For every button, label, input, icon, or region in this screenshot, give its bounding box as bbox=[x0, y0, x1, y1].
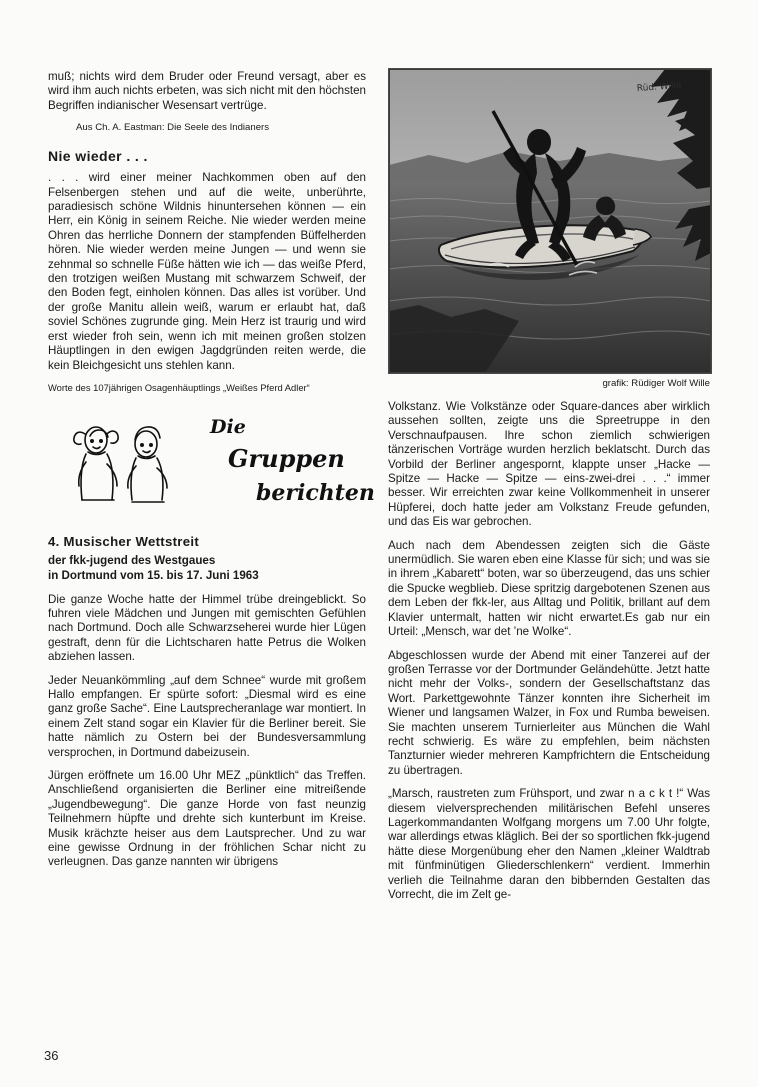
nie-wieder-credit: Worte des 107jährigen Osagenhäuptlings „Weißes Pferd Adler“ bbox=[48, 381, 310, 393]
article-paragraph: Auch nach dem Abendessen zeigten sich die Gäste unermüdlich. Sie waren eben eine Klasse für sich; und was sie in ihrem „Kabarett“ boten, war so überzeugend, das uns schier die Spucke wegblieb. Diese spritzig dargebotenen Szenen aus dem Leben der fkk-ler, aus Alltag und Politik, brillant auf dem Klavier untermalt, hatten wir nicht erwartet.Es gab nur ein Urteil: „Mensch, war det ’ne Wolke“. bbox=[388, 538, 710, 639]
right-column bbox=[388, 400, 710, 911]
nie-wieder-body: . . . wird einer meiner Nachkommen oben auf den Felsenbergen stehen und auf die weite, unberührte, paradiesisch schöne Wildnis hinuntersehen können — ein Herr, ein König in seinem Reiche. Nie wieder werden meine Ohren das herrliche Donnern der stampfenden Büffelherden hören. Nie wieder werden meine Jungen — und wenn sie zehnmal so schnelle Füße hätten wie ich — das weiße Pferd, den trotzigen weißen Mustang mit schwarzem Schweif, der den Boden fegt, einholen können. Das alles ist vorüber. Und der große Manitu allein weiß, warum er erlaubt hat, daß soviel Schönes zugrunde ging. Mein Herz ist traurig und wird erst wieder froh sein, wenn ich mit meinen großen stolzen Häuptlingen in den ewigen Jagdgründen reiten werde, die kein Bleichgesicht uns stehlen kann. bbox=[48, 171, 366, 372]
subheading-line-2: in Dortmund vom 15. bis 17. Juni 1963 bbox=[48, 568, 259, 582]
svg-text:Rüd. Wille: Rüd. Wille bbox=[636, 80, 682, 94]
two-girls-illustration bbox=[62, 414, 182, 518]
subheading-line-1: der fkk-jugend des Westgaues bbox=[48, 553, 216, 567]
page-number: 36 bbox=[44, 1048, 59, 1063]
gruppen-word-gruppen: Gruppen bbox=[228, 443, 345, 473]
heading-musischer-wettstreit: 4. Musischer Wettstreit bbox=[48, 533, 200, 549]
article-paragraph: Volkstanz. Wie Volkstänze oder Square-dances aber wirklich aussehen sollten, zeigte uns die Spreetruppe in den Verschnaufpausen. Ihre schon ziemlich schwierigen tänzerischen Vorträge wurden herzlich beklatscht. Durch das Vorbild der Berliner angespornt, klappte unser „Hacke — Spitze — Hacke — Spitze — eins-zwei-drei . . .“ immer besser. Wir erreichten zwar keine Vollkommenheit in unserer Hüpferei, doch hatte jeder am Volkstanz Freude gefunden, und das Eis war gebrochen. bbox=[388, 400, 710, 529]
article-paragraph: Abgeschlossen wurde der Abend mit einer Tanzerei auf der großen Terrasse vor der Dortmunder Geländehütte. Jetzt hatte nicht mehr der Volks-, sondern der Gesellschaftstanz das Wort. Parkettgewohnte Tänzer konnten ihre Sicherheit im Wiener und langsamen Walzer, in Fox und Rumba beweisen. Sie machten unserem Turnierleiter aus München die Wahl recht schwierig. Es wäre zu empfehlen, beim nächsten Tanzturnier wieder mehreren Kampfrichtern die Entscheidung zu übertragen. bbox=[388, 648, 710, 777]
article-paragraph: Die ganze Woche hatte der Himmel trübe dreingeblickt. So fuhren viele Mädchen und Jungen mit gemischten Gefühlen nach Dortmund. Doch alle Schwarzseherei wurde hier Lügen gestraft, denn für die Lichtscharen hatte Petrus die Wolken abziehen lassen. bbox=[48, 592, 366, 664]
intro-paragraph: muß; nichts wird dem Bruder oder Freund versagt, aber es wird ihm auch nichts erbeten, was sich nicht mit den höchsten Begriffen indianischer Wesensart vertrüge. bbox=[48, 70, 366, 112]
gruppen-word-berichten: berichten bbox=[256, 479, 375, 506]
left-column bbox=[48, 70, 375, 879]
gruppen-word-die: Die bbox=[210, 415, 246, 438]
heading-nie-wieder: Nie wieder . . . bbox=[48, 148, 148, 165]
gruppen-berichten-wordmark bbox=[194, 410, 374, 522]
illustration-caption: grafik: Rüdiger Wolf Wille bbox=[602, 378, 710, 389]
intro-source-note: Aus Ch. A. Eastman: Die Seele des Indianers bbox=[76, 122, 270, 134]
gruppen-berichten-banner bbox=[48, 410, 375, 528]
article-paragraph: „Marsch, raustreten zum Frühsport, und zwar n a c k t !“ Was diesem vielversprechenden militärischen Befehl unseres Lagerkommandanten Wolfgang morgens um 7.00 Uhr folgte, war allerdings etwas kläglich. Bei der so sportlichen fkk-jugend hätte diese Morgenübung eher den Namen „kleiner Waldtrab mit fünfminütigen Gliederschlenkern“ verdient. Immerhin verlieh die Teilnahme daran den bibbernden Gestalten das Vorrecht, die im Zelt ge- bbox=[388, 787, 710, 901]
article-paragraph: Jürgen eröffnete um 16.00 Uhr MEZ „pünktlich“ das Treffen. Anschließend organisierten die Berliner eine mitreißende „Jugendbewegung“. Die ganze Horde von fast neunzig Teilnehmern hüpfte und drehte sich kunterbunt im Kreise. Musik krächzte heiser aus dem Lautsprecher. Und zu war eine gewisse Ordnung in der fröhlichen Schar nicht zu verleugnen. Das ganze nannten wir übrigens bbox=[48, 768, 366, 869]
article-paragraph: Jeder Neuankömmling „auf dem Schnee“ wurde mit großem Hallo empfangen. Er spürte sofort: „Diesmal wird es eine ganz große Sache“. Eine Lautsprecheranlage war montiert. In einem Zelt stand sogar ein Klavier für die Berliner bereit. Sie hatte nämlich zu Ostern bei der Bundesversammlung versprochen, in Dortmund dabeizusein. bbox=[48, 673, 366, 759]
illustration-canoe-night-scene bbox=[388, 68, 712, 374]
